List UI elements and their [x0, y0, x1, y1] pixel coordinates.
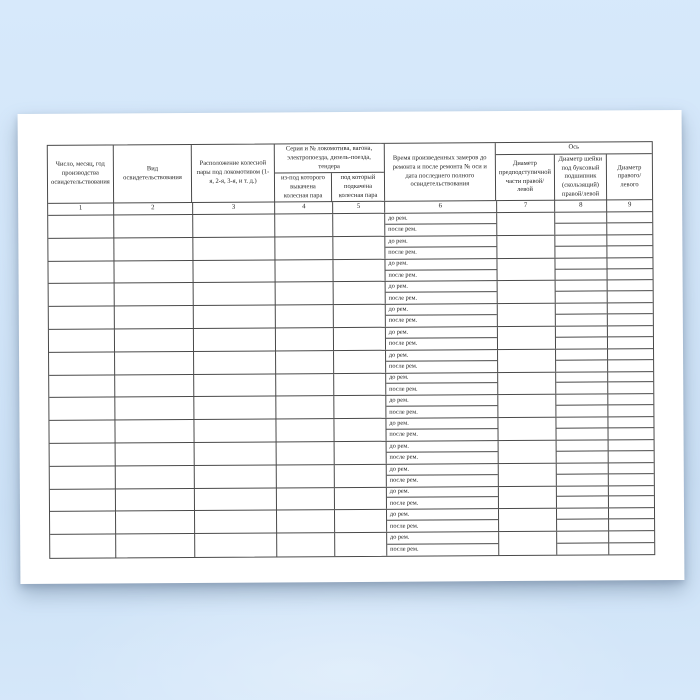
- after-repair-label: после рем.: [389, 430, 418, 439]
- after-repair-subcell: [556, 292, 607, 303]
- after-repair-subcell: [386, 338, 497, 350]
- before-repair-label: до рем.: [389, 442, 409, 450]
- before-repair-subcell: [556, 281, 607, 292]
- before-repair-label: до рем.: [388, 282, 408, 290]
- col-number: 1: [48, 203, 114, 214]
- cell-measurement-time: [385, 213, 497, 235]
- before-repair-subcell: [386, 373, 497, 385]
- before-repair-subcell: [387, 464, 498, 476]
- cell-right-left-diameter: [609, 440, 654, 462]
- cell-right-left-diameter: [609, 531, 654, 554]
- col-header-inspection-type: Вид освидетельствования: [114, 145, 193, 202]
- col-header-measurement-time: Время произведенных замеров до ремонта и после ремонта № оси и дата последнего полного освидетельствования: [384, 143, 496, 201]
- table-header: [48, 142, 652, 204]
- cell-date: [48, 261, 114, 283]
- cell-journal-diameter: [557, 486, 609, 508]
- cell-wheelset-position: [193, 328, 276, 350]
- cell-inspection-type: [116, 534, 195, 557]
- cell-date: [49, 375, 115, 397]
- cell-rolled-in-under: [335, 442, 387, 464]
- col-header-date: Число, месяц, год производства освидетельствования: [48, 145, 114, 202]
- after-repair-subcell: [608, 291, 653, 302]
- cell-rolled-out-from: [275, 214, 333, 236]
- after-repair-subcell: [385, 270, 496, 282]
- after-repair-label: после рем.: [388, 294, 418, 302]
- cell-wheel-seat-diameter: [498, 418, 557, 440]
- cell-rolled-in-under: [335, 533, 387, 556]
- cell-date: [49, 329, 115, 351]
- before-repair-label: до рем.: [389, 374, 409, 382]
- before-repair-label: до рем.: [389, 396, 409, 404]
- cell-right-left-diameter: [609, 509, 654, 531]
- before-repair-subcell: [387, 487, 498, 499]
- cell-rolled-out-from: [277, 465, 335, 487]
- cell-rolled-out-from: [276, 351, 334, 373]
- col-header-wheel-seat-diameter: Диаметр предподступичной части правой/левой: [496, 155, 555, 201]
- cell-rolled-out-from: [276, 328, 334, 350]
- before-repair-subcell: [386, 304, 497, 316]
- after-repair-subcell: [557, 383, 608, 394]
- before-repair-subcell: [556, 304, 607, 315]
- before-repair-subcell: [555, 212, 606, 223]
- after-repair-subcell: [556, 269, 607, 280]
- after-repair-subcell: [608, 269, 653, 280]
- cell-wheel-seat-diameter: [498, 464, 557, 486]
- after-repair-label: после рем.: [388, 271, 417, 279]
- before-repair-subcell: [608, 349, 653, 360]
- after-repair-subcell: [386, 361, 497, 373]
- before-repair-label: до рем.: [388, 351, 409, 359]
- cell-right-left-diameter: [608, 303, 653, 325]
- col-header-right-left-diameter: Диаметр правого/ левого: [617, 163, 642, 189]
- cell-wheelset-position: [193, 260, 276, 282]
- cell-inspection-type: [115, 443, 194, 465]
- cell-rolled-in-under: [334, 328, 386, 350]
- cell-wheel-seat-diameter: [498, 350, 557, 372]
- cell-date: [49, 307, 115, 329]
- group-subcolumns-axle: [496, 154, 652, 201]
- col-number: 4: [275, 202, 333, 213]
- col-header-rolled-in-under: под который подкачена колесная пара: [338, 174, 378, 199]
- cell-journal-diameter: [556, 372, 608, 394]
- after-repair-subcell: [608, 314, 653, 325]
- cell-wheelset-position: [194, 351, 277, 373]
- cell-journal-diameter: [556, 349, 608, 371]
- before-repair-subcell: [556, 326, 607, 337]
- after-repair-subcell: [387, 520, 498, 532]
- before-repair-label: до рем.: [388, 214, 408, 222]
- cell-rolled-in-under: [334, 419, 386, 441]
- cell-wheelset-position: [195, 534, 278, 557]
- before-repair-subcell: [557, 532, 608, 544]
- cell-wheelset-position: [193, 306, 276, 328]
- cell-journal-diameter: [555, 212, 607, 234]
- after-repair-subcell: [557, 497, 608, 508]
- cell-right-left-diameter: [608, 395, 653, 417]
- table-body: [48, 212, 654, 558]
- cell-date: [49, 352, 115, 374]
- cell-measurement-time: [387, 509, 499, 531]
- cell-rolled-in-under: [335, 487, 387, 509]
- col-number: 2: [114, 203, 193, 214]
- cell-wheelset-position: [195, 511, 278, 533]
- before-repair-label: до рем.: [388, 305, 409, 313]
- cell-inspection-type: [114, 261, 193, 283]
- cell-date: [49, 398, 115, 420]
- cell-measurement-time: [386, 395, 498, 417]
- cell-wheel-seat-diameter: [497, 258, 556, 280]
- after-repair-subcell: [386, 406, 497, 418]
- before-repair-subcell: [385, 259, 496, 271]
- cell-journal-diameter: [556, 235, 608, 257]
- before-repair-subcell: [608, 281, 653, 292]
- cell-rolled-out-from: [277, 488, 335, 510]
- after-repair-subcell: [609, 428, 654, 439]
- after-repair-label: после рем.: [389, 385, 418, 393]
- cell-rolled-out-from: [277, 533, 335, 556]
- cell-right-left-diameter: [607, 235, 652, 257]
- col-header-journal-diameter: Диаметр шейки под буксовый подшипник (скользящий) правой/левой: [555, 154, 607, 200]
- before-repair-subcell: [609, 486, 654, 497]
- before-repair-subcell: [608, 372, 653, 383]
- cell-wheelset-position: [193, 283, 276, 305]
- before-repair-label: до рем.: [388, 237, 408, 245]
- before-repair-subcell: [609, 463, 654, 474]
- cell-rolled-out-from: [276, 374, 334, 396]
- cell-journal-diameter: [557, 532, 609, 555]
- group-label-series-number: Серия и № локомотива, вагона, электропоезда, дизель-поезда, тендера: [274, 144, 383, 174]
- after-repair-subcell: [386, 315, 497, 327]
- cell-measurement-time: [386, 373, 498, 395]
- cell-rolled-out-from: [276, 260, 334, 282]
- after-repair-subcell: [387, 475, 498, 487]
- cell-date: [48, 215, 114, 237]
- cell-inspection-type: [116, 511, 195, 533]
- cell-date: [50, 466, 116, 488]
- before-repair-subcell: [385, 236, 496, 248]
- after-repair-subcell: [557, 520, 608, 531]
- after-repair-subcell: [608, 246, 653, 257]
- col-number: 3: [193, 202, 276, 214]
- cell-inspection-type: [116, 489, 195, 511]
- before-repair-subcell: [385, 213, 496, 225]
- col-header-rolled-out-from: из-под которого выкачена колесная пара: [275, 173, 333, 202]
- cell-date: [50, 489, 116, 511]
- cell-rolled-out-from: [277, 510, 335, 532]
- cell-wheel-seat-diameter: [497, 304, 556, 326]
- before-repair-subcell: [608, 303, 653, 314]
- cell-wheel-seat-diameter: [498, 372, 557, 394]
- cell-wheelset-position: [194, 420, 277, 442]
- after-repair-subcell: [386, 429, 497, 441]
- before-repair-subcell: [556, 372, 607, 383]
- after-repair-subcell: [608, 337, 653, 348]
- col-number: 7: [497, 201, 556, 212]
- cell-journal-diameter: [556, 281, 608, 303]
- before-repair-subcell: [609, 531, 654, 543]
- before-repair-subcell: [608, 258, 653, 269]
- group-header-series-number: [274, 144, 384, 202]
- cell-inspection-type: [114, 238, 193, 260]
- cell-date: [50, 512, 116, 534]
- before-repair-subcell: [556, 235, 607, 246]
- cell-measurement-time: [386, 418, 498, 440]
- after-repair-subcell: [556, 246, 607, 257]
- cell-wheelset-position: [193, 237, 276, 259]
- after-repair-subcell: [387, 544, 498, 556]
- before-repair-subcell: [386, 418, 497, 430]
- col-number: 8: [555, 200, 607, 211]
- before-repair-label: до рем.: [389, 465, 410, 473]
- cell-wheelset-position: [194, 442, 277, 464]
- cell-rolled-in-under: [333, 237, 385, 259]
- after-repair-subcell: [385, 247, 496, 259]
- cell-rolled-in-under: [334, 396, 386, 418]
- cell-rolled-in-under: [334, 305, 386, 327]
- group-header-axle: [496, 142, 652, 200]
- cell-wheel-seat-diameter: [498, 395, 557, 417]
- cell-rolled-in-under: [334, 282, 386, 304]
- after-repair-subcell: [609, 474, 654, 485]
- before-repair-subcell: [609, 509, 654, 520]
- cell-right-left-diameter: [609, 486, 654, 508]
- cell-rolled-in-under: [334, 351, 386, 373]
- cell-journal-diameter: [557, 418, 609, 440]
- cell-right-left-diameter: [608, 281, 653, 303]
- cell-wheel-seat-diameter: [497, 236, 556, 258]
- after-repair-label: после рем.: [389, 453, 419, 461]
- group-label-axle: Ось: [496, 142, 652, 155]
- cell-right-left-diameter: [608, 372, 653, 394]
- before-repair-subcell: [556, 258, 607, 269]
- cell-journal-diameter: [557, 463, 609, 485]
- before-repair-subcell: [607, 212, 652, 223]
- after-repair-subcell: [387, 452, 498, 464]
- before-repair-subcell: [557, 509, 608, 520]
- after-repair-label: после рем.: [389, 499, 419, 507]
- cell-date: [49, 284, 115, 306]
- wheelset-inspection-table: [47, 141, 656, 559]
- cell-journal-diameter: [556, 326, 608, 348]
- cell-rolled-out-from: [276, 237, 334, 259]
- after-repair-subcell: [386, 384, 497, 396]
- cell-measurement-time: [386, 350, 498, 372]
- cell-right-left-diameter: [608, 349, 653, 371]
- after-repair-label: после рем.: [389, 476, 419, 484]
- document-page: [18, 110, 685, 584]
- after-repair-label: после рем.: [390, 545, 419, 553]
- after-repair-subcell: [556, 223, 607, 234]
- after-repair-label: после рем.: [388, 225, 417, 233]
- cell-measurement-time: [387, 487, 499, 509]
- cell-wheelset-position: [193, 214, 276, 236]
- after-repair-label: после рем.: [389, 408, 418, 416]
- before-repair-subcell: [386, 441, 497, 453]
- cell-date: [50, 443, 116, 465]
- cell-rolled-out-from: [276, 305, 334, 327]
- after-repair-subcell: [387, 498, 498, 510]
- before-repair-label: до рем.: [389, 510, 410, 518]
- cell-journal-diameter: [557, 395, 609, 417]
- cell-wheel-seat-diameter: [498, 509, 557, 531]
- after-repair-subcell: [557, 474, 608, 485]
- cell-inspection-type: [115, 329, 194, 351]
- cell-right-left-diameter: [608, 258, 653, 280]
- cell-measurement-time: [386, 327, 498, 349]
- cell-rolled-out-from: [277, 396, 335, 418]
- cell-rolled-in-under: [335, 465, 387, 487]
- before-repair-subcell: [608, 395, 653, 406]
- before-repair-subcell: [386, 395, 497, 407]
- after-repair-subcell: [607, 223, 652, 234]
- after-repair-subcell: [386, 292, 497, 304]
- cell-wheel-seat-diameter: [497, 213, 556, 235]
- cell-measurement-time: [386, 304, 498, 326]
- before-repair-subcell: [609, 440, 654, 451]
- cell-inspection-type: [114, 283, 193, 305]
- group-subcolumns-series: [275, 173, 384, 202]
- after-repair-subcell: [609, 405, 654, 416]
- before-repair-subcell: [387, 532, 498, 544]
- cell-right-left-diameter: [609, 417, 654, 439]
- cell-journal-diameter: [557, 509, 609, 531]
- cell-wheelset-position: [194, 374, 277, 396]
- before-repair-label: до рем.: [390, 533, 410, 541]
- cell-wheel-seat-diameter: [497, 327, 556, 349]
- cell-wheel-seat-diameter: [498, 441, 557, 463]
- after-repair-subcell: [608, 360, 653, 371]
- cell-inspection-type: [115, 420, 194, 442]
- cell-wheelset-position: [194, 465, 277, 487]
- table-row: [50, 531, 654, 557]
- before-repair-subcell: [557, 418, 608, 429]
- cell-right-left-diameter: [609, 463, 654, 485]
- after-repair-subcell: [609, 519, 654, 530]
- after-repair-label: после рем.: [388, 316, 418, 325]
- cell-journal-diameter: [557, 440, 609, 462]
- cell-rolled-out-from: [277, 442, 335, 464]
- before-repair-subcell: [386, 350, 497, 362]
- after-repair-subcell: [609, 451, 654, 462]
- after-repair-subcell: [558, 543, 609, 555]
- after-repair-label: после рем.: [388, 339, 418, 347]
- cell-measurement-time: [385, 281, 497, 303]
- cell-inspection-type: [115, 397, 194, 419]
- cell-rolled-in-under: [333, 214, 385, 236]
- cell-inspection-type: [116, 466, 195, 488]
- cell-measurement-time: [387, 532, 499, 555]
- cell-date: [49, 421, 115, 443]
- before-repair-subcell: [557, 486, 608, 497]
- before-repair-label: до рем.: [389, 419, 409, 427]
- cell-wheelset-position: [194, 488, 277, 510]
- before-repair-subcell: [557, 440, 608, 451]
- after-repair-subcell: [556, 315, 607, 326]
- cell-right-left-diameter: [607, 212, 652, 234]
- cell-rolled-out-from: [276, 282, 334, 304]
- before-repair-subcell: [386, 327, 497, 339]
- cell-journal-diameter: [556, 304, 608, 326]
- after-repair-subcell: [608, 383, 653, 394]
- after-repair-label: после рем.: [388, 362, 418, 370]
- cell-inspection-type: [115, 375, 194, 397]
- cell-wheel-seat-diameter: [497, 281, 556, 303]
- after-repair-subcell: [556, 360, 607, 371]
- before-repair-subcell: [609, 417, 654, 428]
- cell-measurement-time: [385, 236, 497, 258]
- before-repair-subcell: [385, 282, 496, 294]
- col-header-wheelset-position: Расположение колесной пары под локомотивом (1-я, 2-я, 3-я, и т. д.): [192, 144, 275, 202]
- cell-measurement-time: [385, 259, 497, 281]
- cell-inspection-type: [114, 215, 193, 237]
- before-repair-subcell: [387, 509, 498, 521]
- before-repair-subcell: [607, 235, 652, 246]
- cell-measurement-time: [387, 464, 499, 486]
- after-repair-subcell: [609, 497, 654, 508]
- cell-wheelset-position: [194, 397, 277, 419]
- cell-inspection-type: [115, 352, 194, 374]
- cell-inspection-type: [115, 306, 194, 328]
- before-repair-subcell: [557, 395, 608, 406]
- after-repair-subcell: [557, 406, 608, 417]
- before-repair-subcell: [608, 326, 653, 337]
- cell-date: [50, 535, 116, 558]
- cell-measurement-time: [386, 441, 498, 463]
- before-repair-subcell: [557, 463, 608, 474]
- after-repair-subcell: [385, 224, 496, 236]
- after-repair-label: после рем.: [389, 522, 419, 530]
- after-repair-subcell: [609, 543, 654, 555]
- after-repair-subcell: [557, 451, 608, 462]
- before-repair-label: до рем.: [388, 260, 408, 268]
- before-repair-subcell: [556, 349, 607, 360]
- cell-wheel-seat-diameter: [499, 532, 558, 555]
- before-repair-label: до рем.: [389, 488, 410, 496]
- after-repair-subcell: [556, 337, 607, 348]
- col-number: 6: [385, 201, 497, 213]
- cell-journal-diameter: [556, 258, 608, 280]
- col-number: 9: [627, 201, 632, 209]
- before-repair-label: до рем.: [388, 328, 409, 336]
- cell-rolled-in-under: [334, 259, 386, 281]
- cell-date: [48, 238, 114, 260]
- cell-rolled-in-under: [335, 510, 387, 532]
- after-repair-subcell: [557, 429, 608, 440]
- cell-wheel-seat-diameter: [498, 486, 557, 508]
- col-number: 5: [333, 202, 385, 213]
- cell-right-left-diameter: [608, 326, 653, 348]
- cell-rolled-in-under: [334, 373, 386, 395]
- cell-rolled-out-from: [277, 419, 335, 441]
- after-repair-label: после рем.: [388, 248, 417, 256]
